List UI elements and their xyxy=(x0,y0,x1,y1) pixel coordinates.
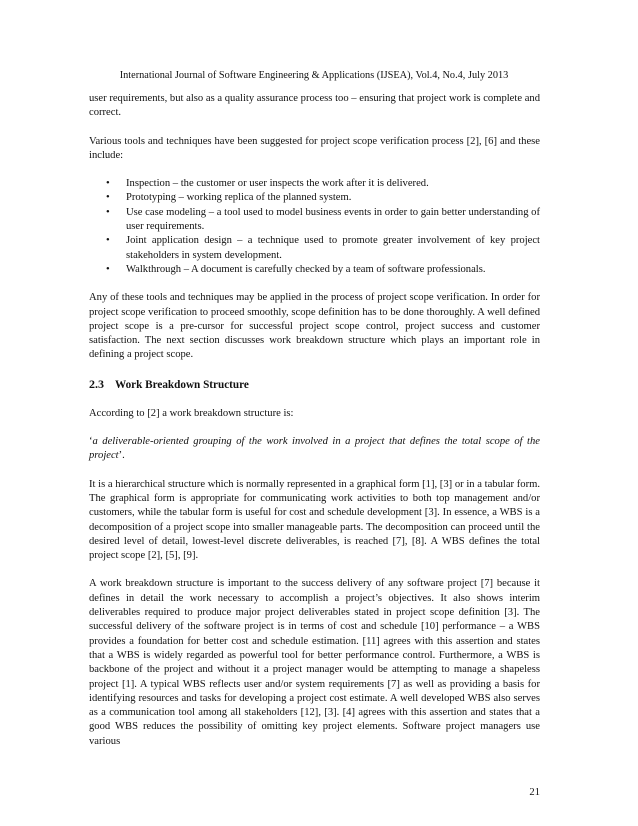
paragraph-wbs-structure: It is a hierarchical structure which is normally represented in a graphical form [1], [3] or in a tabular form. The graphical form is appropriate for communicating work activities to both top management and/or customers, while the tabular form is useful for cost and schedule development [3]. In essence, a WBS is a decomposition of a project scope into smaller manageable parts. The decomposition can proceed until the desired level of detail, lowest-level discrete deliverables, is reached [7], [8]. A WBS defines the total project scope [2], [5], [9]. xyxy=(89,478,540,562)
paragraph-scope-verification: Any of these tools and techniques may be applied in the process of project scope verification. In order for project scope verification to proceed smoothly, scope definition has to be done thoroughly. A well defined project scope is a pre-cursor for successful project scope control, project success and customer satisfaction. The next section discusses work breakdown structure which plays an important role in defining a project scope. xyxy=(89,292,540,361)
paragraph-tools-intro: Various tools and techniques have been suggested for project scope verification process [2], [6] and these include: xyxy=(89,135,540,161)
running-header: International Journal of Software Engineering & Applications (IJSEA), Vol.4, No.4, July 2013 xyxy=(119,70,509,81)
quote-text: a deliverable-oriented grouping of the work involved in a project that defines the total scope of the project xyxy=(89,436,540,462)
section-number: 2.3 xyxy=(89,376,104,391)
paragraph-wbs-importance: A work breakdown structure is important to the success delivery of any software project [7] because it defines in detail the work necessary to accomplish a project’s objectives. It also shows interim deliverables required to produce major project deliverables stated in project scope definition [3]. The successful delivery of the software project is in terms of cost and schedule [10] performance – a WBS provides a foundation for better cost and schedule estimation. [11] agrees with this assertion and states that a WBS is widely regarded as powerful tool for better performance control. Furthermore, a WBS is backbone of the project and without it a project manager would be attempting to manage a shapeless project [1]. A typical WBS reflects user and/or system requirements [7] as well as providing a basis for identifying resources and tasks for developing a project cost estimate. A well developed WBS also serves as a communication tool among all stakeholders [12], [3]. [4] agrees with this assertion and states that a good WBS reduces the possibility of omitting key project elements. Software project managers use various xyxy=(89,578,540,747)
section-title: Work Breakdown Structure xyxy=(115,378,249,391)
quote-close-mark: ’. xyxy=(118,450,125,462)
page-number: 21 xyxy=(529,787,540,798)
list-item: • Walkthrough – A document is carefully checked by a team of software professionals. xyxy=(126,263,540,277)
paragraph-intro-continuation: user requirements, but also as a quality assurance process too – ensuring that project work is complete and correct. xyxy=(89,93,540,119)
list-item: • Inspection – the customer or user inspects the work after it is delivered. xyxy=(126,177,540,191)
list-item: • Joint application design – a technique used to promote greater involvement of key project stakeholders in system development. xyxy=(126,234,540,263)
paragraph-wbs-definition-intro: According to [2] a work breakdown structure is: xyxy=(89,407,294,419)
list-item: • Prototyping – working replica of the planned system. xyxy=(126,191,540,205)
section-heading xyxy=(89,377,540,393)
list-item: • Use case modeling – a tool used to model business events in order to gain better understanding of user requirements. xyxy=(126,206,540,235)
page-body xyxy=(89,92,540,749)
quote-open-mark: ‘ xyxy=(89,436,93,448)
tools-list xyxy=(89,177,540,277)
wbs-definition-quote xyxy=(89,435,540,464)
